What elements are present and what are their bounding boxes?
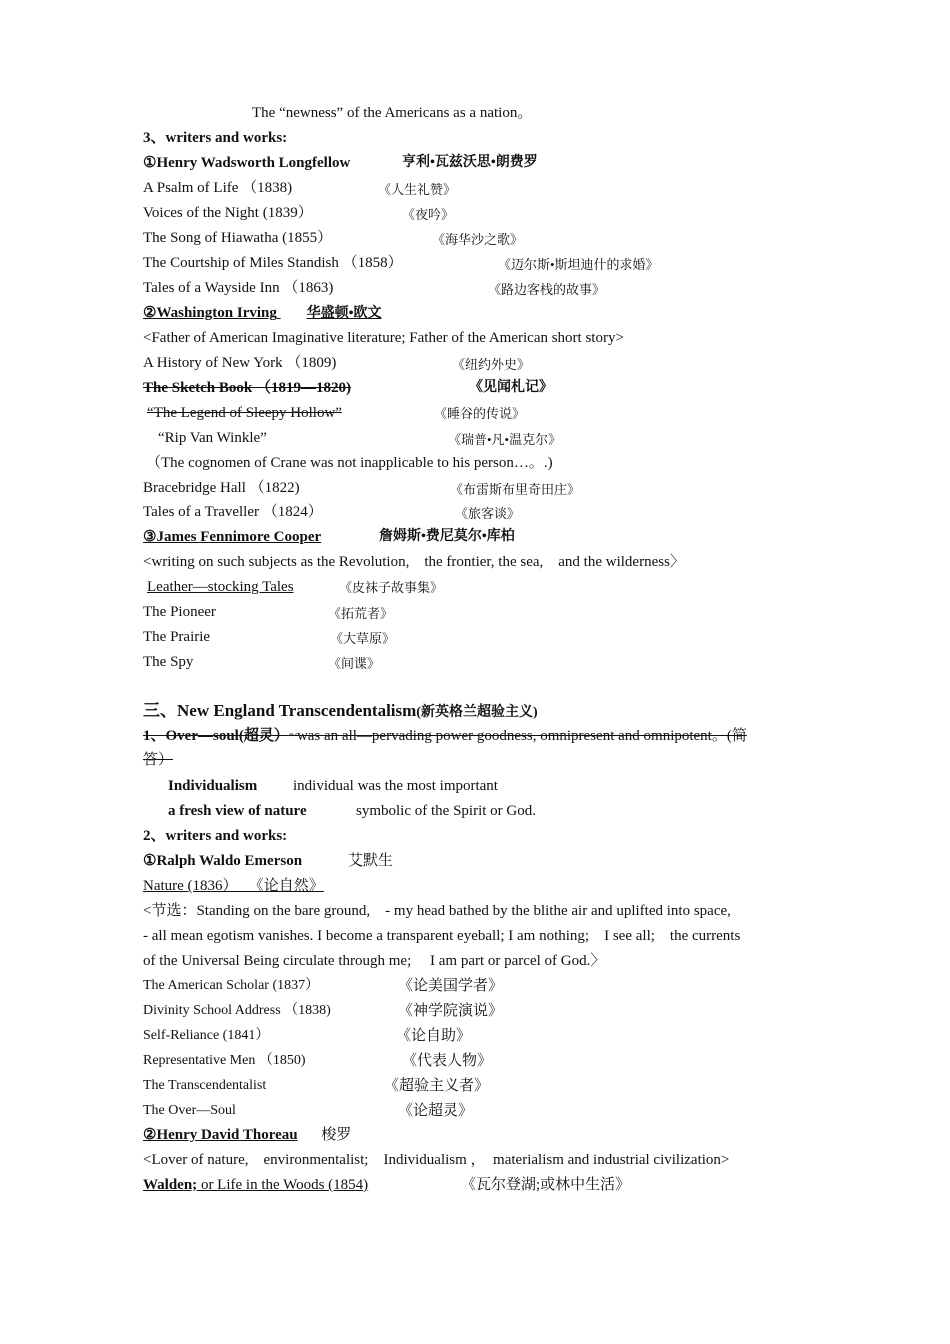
work-title: Voices of the Night (1839） xyxy=(143,205,313,221)
fresh-view-term: a fresh view of nature xyxy=(168,803,307,819)
work-cn: 《神学院演说》 xyxy=(398,1003,504,1019)
work-cn: 《论美国学者》 xyxy=(398,978,504,994)
work-cn: 《超验主义者》 xyxy=(384,1078,490,1094)
longfellow-cn: 亨利•瓦兹沃思•朗费罗 xyxy=(402,155,538,170)
leatherstocking-line xyxy=(143,577,451,597)
work-title: “The Legend of Sleepy Hollow” xyxy=(147,405,342,421)
work-cn: 《睡谷的传说》 xyxy=(434,406,526,421)
fresh-view-desc: symbolic of the Spirit or God. xyxy=(356,803,536,819)
individualism-term: Individualism xyxy=(168,778,258,794)
cooper-note: <writing on such subjects as the Revolution, the frontier, the sea, and the wilderness〉 xyxy=(143,554,685,570)
thoreau-note: <Lover of nature, environmentalist; Individualism ， materialism and industrial civilization> xyxy=(143,1152,730,1168)
work-title: Tales of a Traveller （1824） xyxy=(143,504,323,520)
cooper-heading xyxy=(143,527,553,547)
work-title: Tales of a Wayside Inn （1863) xyxy=(143,280,334,296)
work-cn: 《布雷斯布里奇田庄》 xyxy=(450,482,581,497)
work-cn: 《旅客谈》 xyxy=(455,506,521,521)
thoreau-heading xyxy=(143,1125,351,1145)
emerson-name: ①Ralph Waldo Emerson xyxy=(143,853,303,869)
individualism-desc: individual was the most important xyxy=(293,778,498,794)
work-title: A History of New York （1809) xyxy=(143,355,337,371)
work-cn: 《迈尔斯•斯坦迪什的求婚》 xyxy=(498,257,659,272)
cooper-name: ③James Fennimore Cooper xyxy=(143,529,322,545)
work-cn: 《人生礼赞》 xyxy=(378,182,457,197)
work-cn: 《见闻札记》 xyxy=(469,380,553,395)
work-cn: 《夜吟》 xyxy=(402,207,455,222)
work-title: The American Scholar (1837） xyxy=(143,978,320,993)
walden-subtitle: or Life in the Woods (1854) xyxy=(197,1177,369,1193)
writers-works-heading-2: 2、writers and works: xyxy=(143,828,288,844)
work-title: The Song of Hiawatha (1855） xyxy=(143,230,333,246)
oversoul-definition: ~was an all—pervading power goodness, omnipresent and omnipotent。(简 xyxy=(288,728,747,744)
section-heading xyxy=(143,699,538,725)
emerson-cn: 艾默生 xyxy=(348,853,394,869)
irving-name: ②Washington Irving xyxy=(143,305,277,321)
writers-works-heading: 3、writers and works: xyxy=(143,130,288,146)
work-title: Divinity School Address （1838) xyxy=(143,1003,331,1018)
work-cn: 《海华沙之歌》 xyxy=(432,232,524,247)
section-title: 三、New England Transcendentalism xyxy=(143,701,417,720)
work-cn: 《论自助》 xyxy=(396,1028,472,1044)
emerson-quote-3: of the Universal Being circulate through me; I am part or parcel of God.〉 xyxy=(143,953,606,969)
walden-cn: 《瓦尔登湖;或林中生活》 xyxy=(461,1177,631,1193)
work-title: A Psalm of Life （1838) xyxy=(143,180,293,196)
irving-note: <Father of American Imaginative literature; Father of the American short story> xyxy=(143,330,624,346)
work-cn: 《路边客栈的故事》 xyxy=(488,282,606,297)
section-title-cn: (新英格兰超验主义) xyxy=(416,705,538,720)
work-cn: 《皮袜子故事集》 xyxy=(339,580,444,595)
work-cn: 《论超灵》 xyxy=(398,1103,474,1119)
oversoul-continued: 答） xyxy=(143,752,174,768)
longfellow-name: ①Henry Wadsworth Longfellow xyxy=(143,155,351,171)
walden-title: Walden; xyxy=(143,1177,198,1193)
work-cn: 《纽约外史》 xyxy=(452,357,531,372)
work-cn: 《拓荒者》 xyxy=(328,606,394,621)
sketch-book-line xyxy=(143,378,553,398)
work-cn: 《大草原》 xyxy=(330,631,396,646)
walden-line xyxy=(143,1175,643,1195)
crane-quote: （The cognomen of Crane was not inapplicable to his person…。.) xyxy=(146,455,553,471)
work-cn: 《代表人物》 xyxy=(402,1053,493,1069)
thoreau-name: ②Henry David Thoreau xyxy=(143,1127,298,1143)
work-cn: 《间谍》 xyxy=(328,656,381,671)
work-title: The Sketch Book （1819—1820) xyxy=(143,380,351,396)
oversoul-line xyxy=(143,726,747,746)
work-cn: 《瑞普•凡•温克尔》 xyxy=(448,432,562,447)
cooper-cn: 詹姆斯•费尼莫尔•库柏 xyxy=(379,529,515,544)
work-title: The Spy xyxy=(143,654,194,670)
work-title: The Pioneer xyxy=(143,604,216,620)
emerson-quote-1: <节选：Standing on the bare ground, - my head bathed by the blithe air and uplifted into space, xyxy=(143,903,731,919)
work-title: Self-Reliance (1841） xyxy=(143,1028,270,1043)
irving-heading xyxy=(143,303,421,324)
nation-newness-line: The “newness” of the Americans as a nation。 xyxy=(252,105,533,121)
irving-cn: 华盛顿•欧文 xyxy=(306,306,382,321)
work-title: Bracebridge Hall （1822) xyxy=(143,480,300,496)
work-title: “Rip Van Winkle” xyxy=(158,430,267,446)
work-title: Representative Men （1850) xyxy=(143,1053,306,1068)
emerson-quote-2: - all mean egotism vanishes. I become a transparent eyeball; I am nothing; I see all; the currents xyxy=(143,928,741,944)
work-title: The Over—Soul xyxy=(143,1103,236,1118)
work-title: The Transcendentalist xyxy=(143,1078,267,1093)
sleepy-hollow-line xyxy=(143,403,529,423)
work-title: The Prairie xyxy=(143,629,211,645)
thoreau-cn: 梭罗 xyxy=(321,1127,352,1143)
work-title: Leather—stocking Tales xyxy=(147,579,294,595)
nature-line: Nature (1836） 《论自然》 xyxy=(143,878,324,894)
oversoul-term: 1、Over—soul(超灵） xyxy=(143,728,289,744)
work-title: The Courtship of Miles Standish （1858） xyxy=(143,255,403,271)
